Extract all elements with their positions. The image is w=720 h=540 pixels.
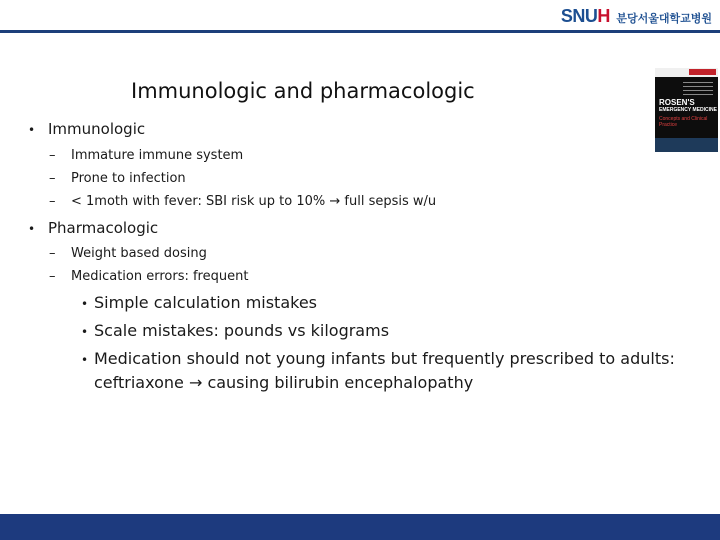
book-subtitle: Concepts and Clinical Practice (659, 116, 708, 128)
bullet-mark: • (28, 123, 36, 137)
item-text: full sepsis w/u (344, 194, 437, 209)
dash-mark: – (49, 171, 56, 186)
dash-item (49, 269, 248, 284)
item-text: Prone to infection (71, 171, 186, 186)
section-heading: Pharmacologic (48, 219, 159, 237)
book-title (659, 99, 717, 114)
bullet-pharmacologic (28, 219, 158, 237)
logo-snu-text: SNU (560, 6, 598, 26)
bullet-mark: • (81, 353, 89, 367)
slide-title: Immunologic and pharmacologic (131, 79, 475, 103)
bullet-immunologic (28, 120, 145, 138)
dash-item (49, 246, 207, 261)
item-text: ceftriaxone (94, 373, 184, 392)
logo-hospital-name: 분당서울대학교병원 (616, 12, 712, 25)
dash-item (49, 148, 243, 163)
arrow-right-icon: → (329, 194, 341, 209)
dash-mark: – (49, 246, 56, 261)
item-text: causing bilirubin encephalopathy (207, 373, 474, 392)
item-text: Medication should not young infants but frequently prescribed to adults: (94, 349, 675, 368)
bullet-mark: • (81, 297, 89, 311)
sub-bullet-item (81, 321, 389, 340)
hospital-logo (561, 6, 712, 27)
book-author-lines (683, 82, 713, 98)
section-heading: Immunologic (48, 120, 146, 138)
sub-bullet-item (81, 293, 317, 312)
item-text: Medication errors: frequent (71, 269, 249, 284)
book-cover-image (655, 68, 718, 152)
footer-bar (0, 514, 720, 540)
bullet-mark: • (28, 222, 36, 236)
dash-mark: – (49, 194, 56, 209)
dash-item (49, 194, 436, 209)
sub-bullet-item (81, 349, 675, 368)
item-text: Simple calculation mistakes (94, 293, 318, 312)
dash-item (49, 171, 186, 186)
book-title-line2: EMERGENCY MEDICINE (659, 107, 717, 113)
book-title-line1: ROSEN'S (659, 98, 695, 107)
dash-mark: – (49, 148, 56, 163)
item-text: Scale mistakes: pounds vs kilograms (94, 321, 390, 340)
item-text: < 1moth with fever: SBI risk up to 10% (71, 194, 326, 209)
item-text: Immature immune system (71, 148, 244, 163)
arrow-right-icon: → (188, 373, 203, 392)
logo-h-text: H (597, 6, 611, 26)
bullet-mark: • (81, 325, 89, 339)
book-red-label (689, 69, 716, 75)
sub-bullet-continuation (94, 373, 473, 392)
item-text: Weight based dosing (71, 246, 207, 261)
dash-mark: – (49, 269, 56, 284)
header-divider (0, 30, 720, 33)
book-bottom-band (655, 138, 718, 152)
